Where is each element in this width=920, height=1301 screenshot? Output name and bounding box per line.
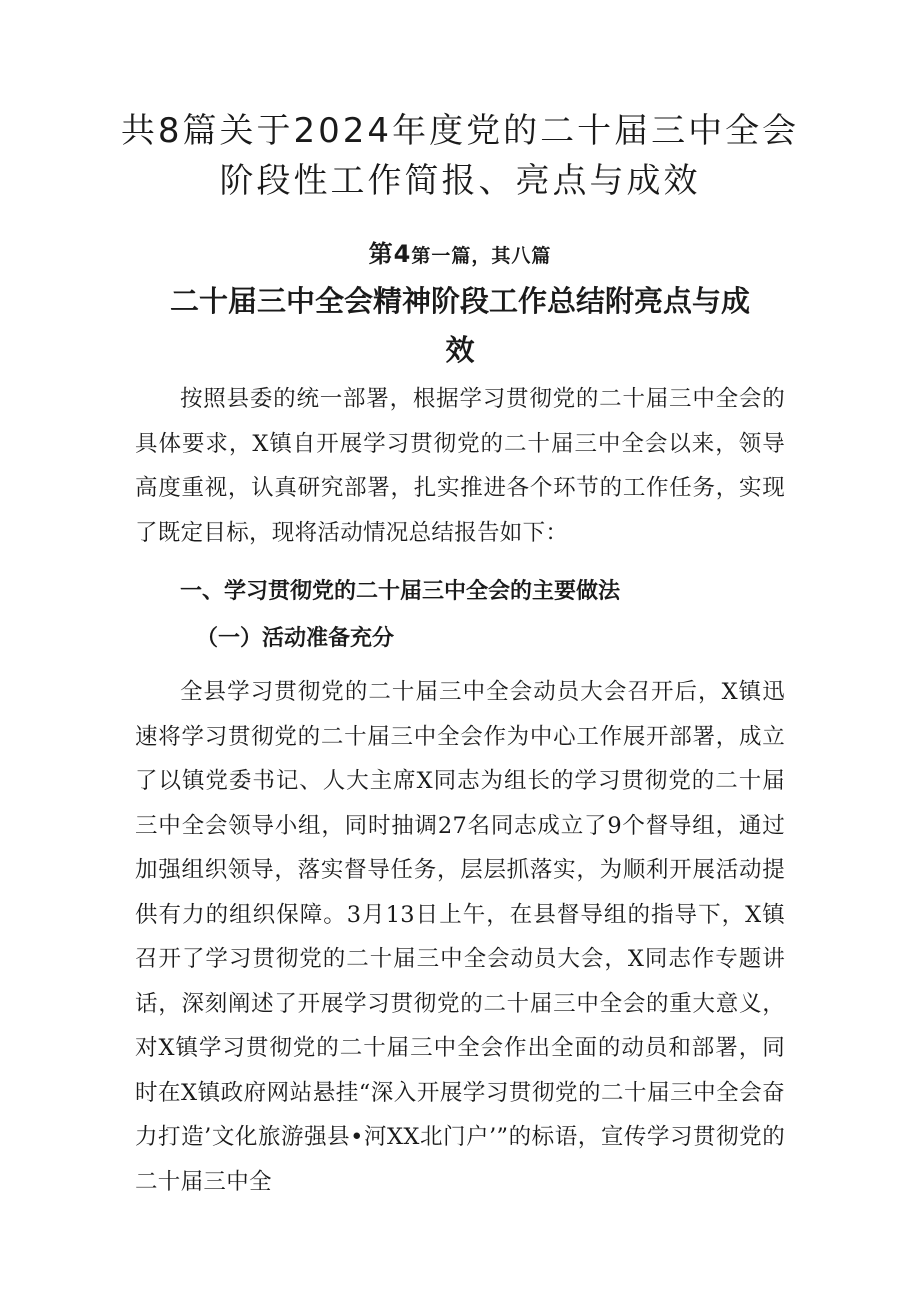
document-title-line-2: 阶段性工作简报、亮点与成效 [219,161,701,201]
chapter-label: 第一篇，其八篇 [411,245,552,267]
body-paragraph: 全县学习贯彻党的二十届三中全会动员大会召开后，X镇迅速将学习贯彻党的二十届三中全会作为中心工作展开部署，成立了以镇党委书记、人大主席X同志为组长的学习贯彻党的二十届三中全会领导小组，同时抽调27名同志成立了9个督导组，通过加强组织领导，落实督导任务，层层抓落实，为顺利开展活动提供有力的组织保障。3月13日上午，在县督导组的指导下，X镇召开了学习贯彻党的二十届三中全会动员大会，X同志作专题讲话，深刻阐述了开展学习贯彻党的二十届三中全会的重大意义，对X镇学习贯彻党的二十届三中全会作出全面的动员和部署，同时在X镇政府网站悬挂“深入开展学习贯彻党的二十届三中全会奋力打造’文化旅游强县•河XX北门户’”的标语，宣传学习贯彻党的二十届三中全 [135,679,785,1195]
subsection-heading: （一）活动准备充分 [196,625,395,651]
document-title-line-1: 共8篇关于2024年度党的二十届三中全会 [120,111,800,151]
chapter-indicator [0,241,920,269]
article-title-line-2: 效 [445,333,475,367]
article-title-line-1: 二十届三中全会精神阶段工作总结附亮点与成 [169,284,750,318]
section-heading: 一、学习贯彻党的二十届三中全会的主要做法 [180,579,621,604]
intro-paragraph: 按照县委的统一部署，根据学习贯彻党的二十届三中全会的具体要求，X镇自开展学习贯彻党的二十届三中全会以来，领导高度重视，认真研究部署，扎实推进各个环节的工作任务，实现了既定目标，现将活动情况总结报告如下： [135,386,785,546]
chapter-number: 第4 [368,240,412,268]
